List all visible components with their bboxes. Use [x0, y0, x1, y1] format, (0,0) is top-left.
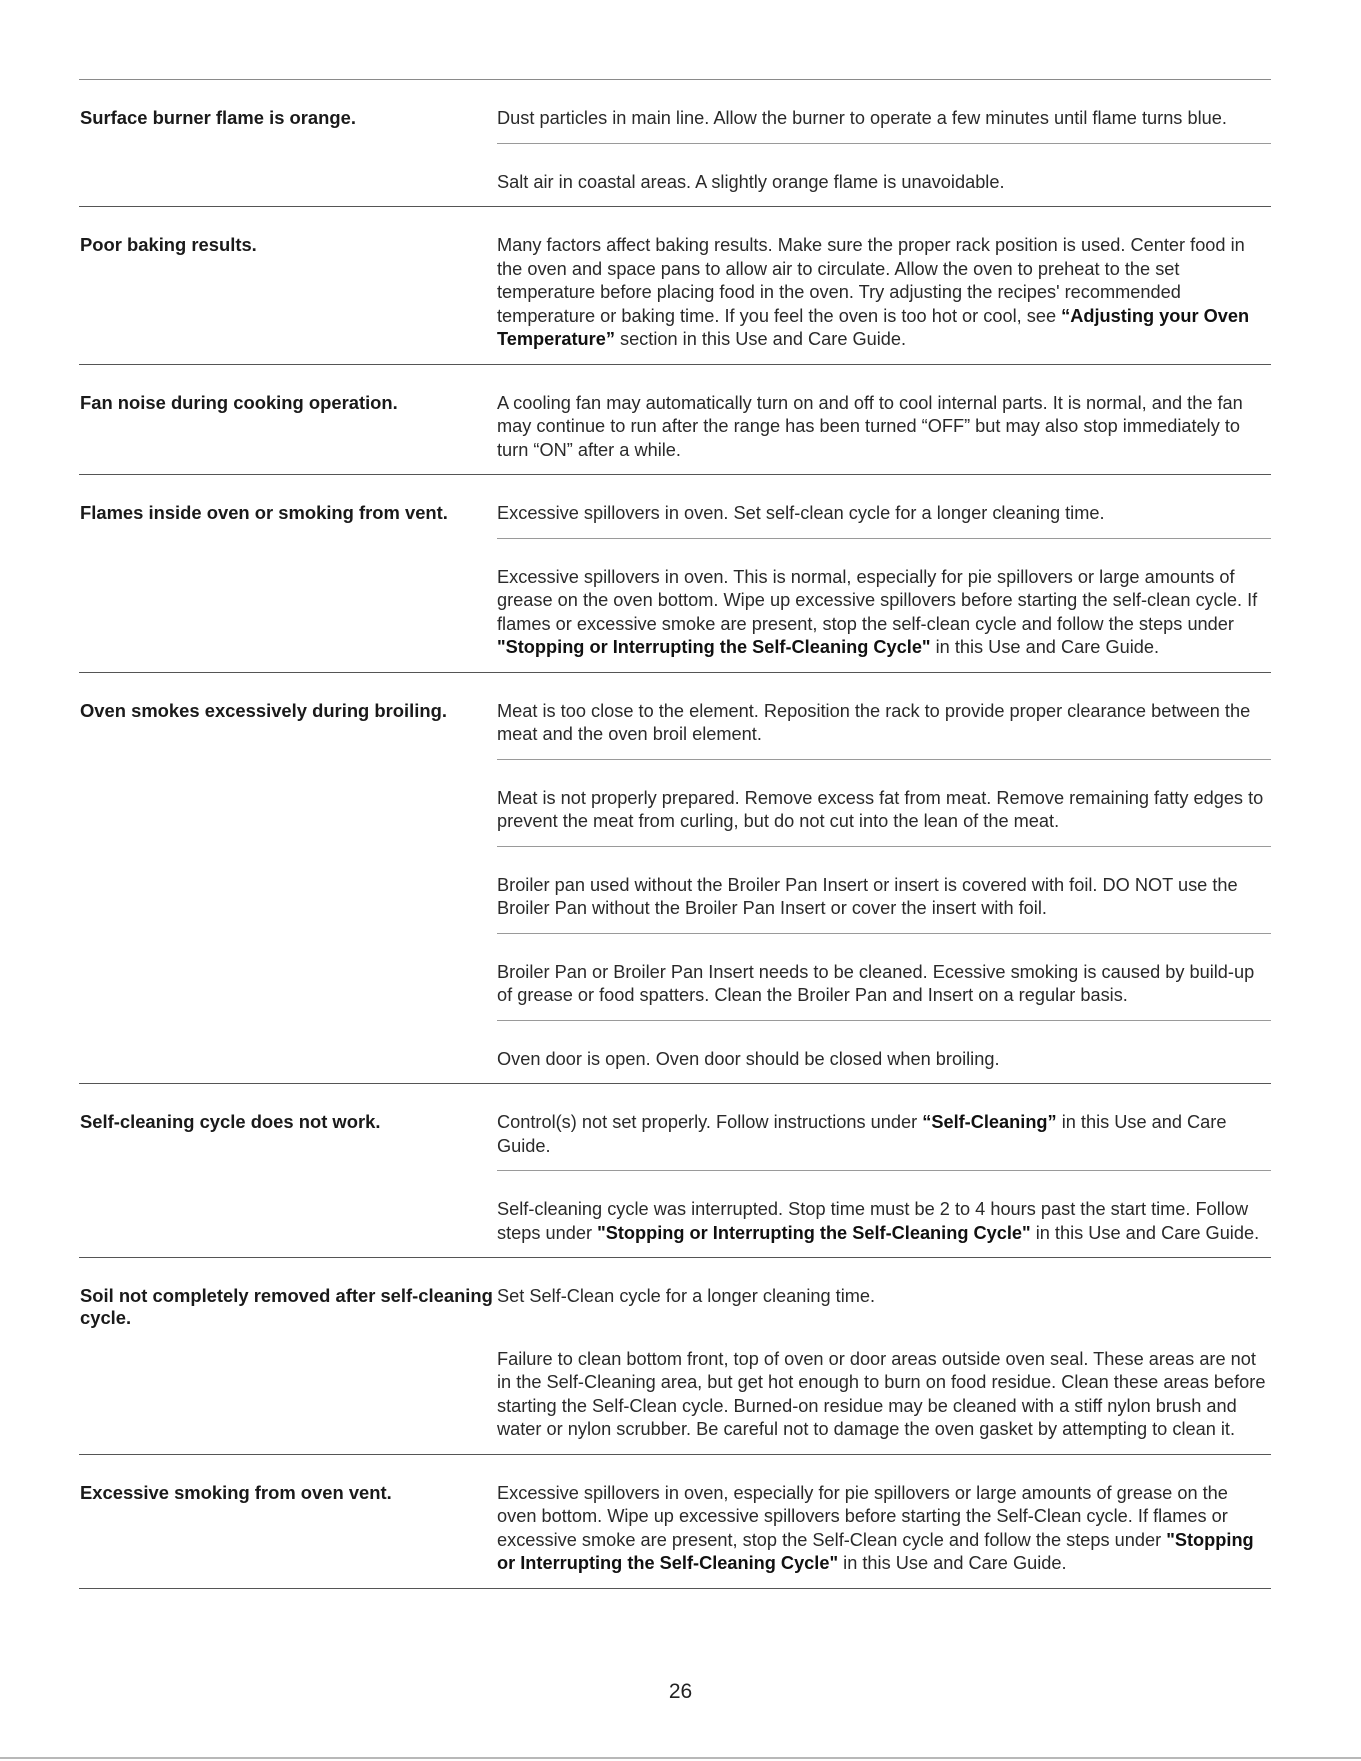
cause-text: Oven door is open. Oven door should be closed when broiling. [497, 1020, 1271, 1084]
cause-text-part: Excessive spillovers in oven. This is normal, especially for pie spillovers or large amounts of grease on the oven bottom. Wipe up excessive spillovers before starting the self-clean cycle. If flames or excessive smoke are present, stop the self-clean cycle and follow the steps under [497, 566, 1258, 634]
problem-label: Oven smokes excessively during broiling. [80, 699, 447, 721]
table-row [79, 1455, 1271, 1589]
cause-text: A cooling fan may automatically turn on and off to cool internal parts. It is normal, and the fan may continue to run after the range has been turned “OFF” but may also stop immediately to turn “ON” after a while. [497, 392, 1243, 460]
cross-reference: “Self-Cleaning” [922, 1112, 1057, 1132]
problem-label: Excessive smoking from oven vent. [80, 1481, 392, 1503]
cause-text-part: section in this Use and Care Guide. [614, 329, 907, 349]
cross-reference: "Stopping or Interrupting the Self-Cleaning Cycle" [597, 1222, 1031, 1243]
cause-list [497, 80, 1271, 206]
cause-text: Broiler Pan or Broiler Pan Insert needs to be cleaned. Ecessive smoking is caused by build-up of grease or food spatters. Clean the Broiler Pan and Insert on a regular basis. [497, 933, 1271, 1020]
cause-text-part: Excessive spillovers in oven, especially for pie spillovers or large amounts of grease on the oven bottom. Wipe up excessive spillovers before starting the Self-Clean cycle. If flames or excessive smoke are present, stop the Self-Clean cycle and follow the steps under [497, 1482, 1228, 1550]
table-row [79, 80, 1271, 207]
bottom-rule [0, 1757, 1361, 1759]
cause-text: Failure to clean bottom front, top of oven or door areas outside oven seal. These areas are not in the Self-Cleaning area, but get hot enough to burn on food residue. Clean these areas before starting the Self-Clean cycle. Burned-on residue may be cleaned with a stiff nylon brush and water or nylon scrubber. Be careful not to damage the oven gasket by attempting to clean it. [497, 1348, 1266, 1439]
cause-text: Set Self-Clean cycle for a longer cleaning time. [497, 1286, 876, 1306]
cross-reference: "Stopping or Interrupting the Self-Cleaning Cycle" [497, 1529, 1254, 1573]
problem-label: Soil not completely removed after self-cleaning cycle. [80, 1285, 493, 1328]
cause-list [497, 1258, 1271, 1454]
table-row [79, 1258, 1271, 1455]
cause-text [497, 538, 1271, 672]
problem-label: Poor baking results. [80, 234, 257, 255]
cross-reference: “Adjusting your Oven Temperature” [497, 305, 1250, 349]
cause-list [497, 673, 1271, 1084]
cause-text-part: Self-cleaning cycle was interrupted. Stop time must be 2 to 4 hours past the start time. Follow steps under [497, 1199, 1249, 1243]
cause-text [497, 207, 1271, 364]
table-row [79, 475, 1271, 673]
table-row [79, 1084, 1271, 1258]
cause-text: Meat is too close to the element. Reposition the rack to provide proper clearance between the meat and the oven broil element. [497, 700, 1251, 744]
cause-list [497, 207, 1271, 364]
cause-list [497, 1084, 1271, 1257]
problem-label: Fan noise during cooking operation. [80, 391, 398, 413]
cause-text [497, 1170, 1271, 1257]
cause-text [497, 1455, 1271, 1588]
page-number: 26 [668, 1680, 693, 1703]
cause-text-part: in this Use and Care Guide. [497, 1112, 1227, 1156]
troubleshooting-table [79, 79, 1271, 1589]
cause-text: Meat is not properly prepared. Remove excess fat from meat. Remove remaining fatty edges to prevent the meat from curling, but do not cut into the lean of the meat. [497, 759, 1271, 846]
cause-text: Excessive spillovers in oven. Set self-clean cycle for a longer cleaning time. [497, 503, 1105, 523]
table-row [79, 365, 1271, 476]
problem-label: Self-cleaning cycle does not work. [80, 1111, 381, 1132]
table-row [79, 673, 1271, 1085]
cause-list [497, 475, 1271, 672]
cause-list [497, 365, 1271, 475]
cause-text: Broiler pan used without the Broiler Pan Insert or insert is covered with foil. DO NOT use the Broiler Pan without the Broiler Pan Insert or cover the insert with foil. [497, 846, 1271, 933]
cause-text-part: in this Use and Care Guide. [1030, 1222, 1260, 1243]
cause-text: Dust particles in main line. Allow the burner to operate a few minutes until flame turns blue. [497, 108, 1227, 128]
cause-text-part: Control(s) not set properly. Follow instructions under [497, 1112, 923, 1132]
problem-label: Flames inside oven or smoking from vent. [80, 502, 448, 523]
problem-label: Surface burner flame is orange. [80, 107, 356, 128]
cause-text-part: in this Use and Care Guide. [930, 637, 1160, 657]
cause-text [497, 1084, 1271, 1170]
cause-text: Salt air in coastal areas. A slightly orange flame is unavoidable. [497, 143, 1271, 207]
cause-list [497, 1455, 1271, 1588]
cross-reference: "Stopping or Interrupting the Self-Cleaning Cycle" [497, 637, 931, 657]
cause-text-part: in this Use and Care Guide. [838, 1553, 1067, 1573]
cause-text-part: Many factors affect baking results. Make sure the proper rack position is used. Center food in the oven and space pans to allow air to circulate. Allow the oven to preheat to the set temperature before placing food in the oven. Try adjusting the recipes' recommended temperature or baking time. If you feel the oven is too hot or cool, see [497, 235, 1245, 326]
table-row [79, 207, 1271, 365]
